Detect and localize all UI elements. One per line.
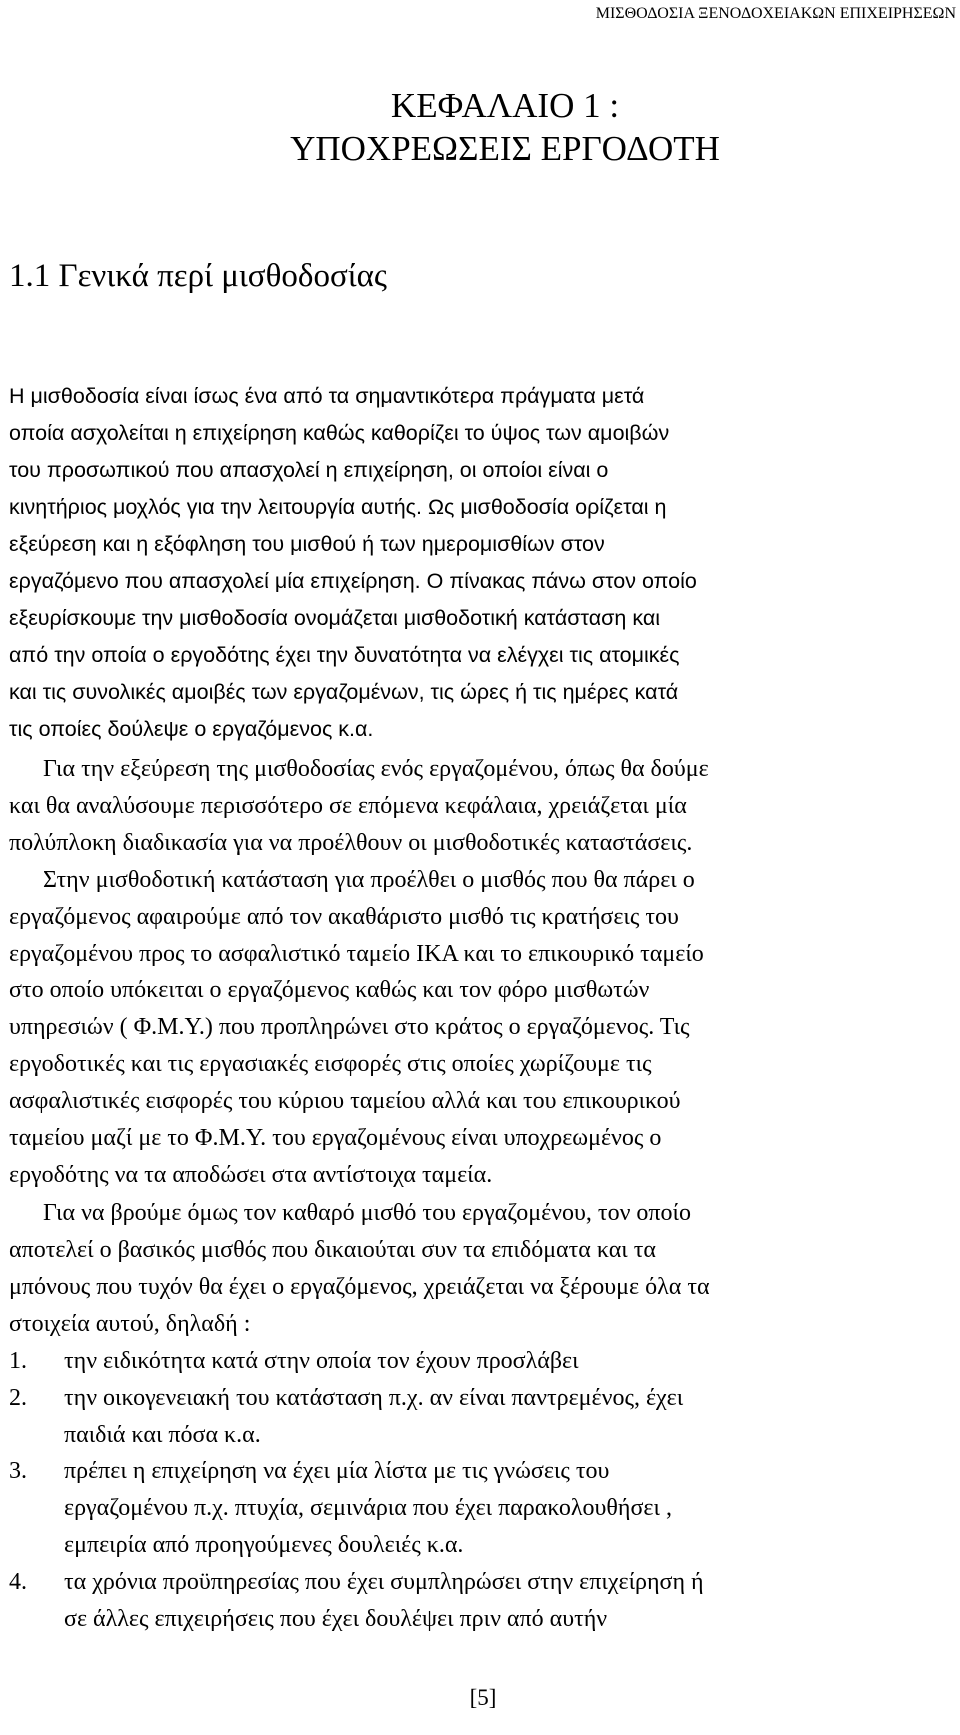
text-line: στοιχεία αυτού, δηλαδή : [9, 1310, 251, 1337]
text-line: πολύπλοκη διαδικασία για να προέλθουν οι μισθοδοτικές καταστάσεις. [9, 829, 693, 856]
text-line: εργαζόμενος αφαιρούμε από τον ακαθάριστο μισθό τις κρατήσεις του [9, 903, 679, 930]
text-line: εργαζόμενο που απασχολεί μία επιχείρηση. Ο πίνακας πάνω στον οποίο [9, 569, 697, 593]
text-line: του προσωπικού που απασχολεί η επιχείρηση, οι οποίοι είναι ο [9, 458, 609, 482]
text-line: και θα αναλύσουμε περισσότερο σε επόμενα κεφάλαια, χρειάζεται μία [9, 792, 687, 819]
numbered-list [9, 1343, 944, 1637]
list-item [9, 1380, 944, 1454]
text-line: την ειδικότητα κατά στην οποία τον έχουν προσλάβει [64, 1348, 579, 1374]
list-item-number: 1. [9, 1348, 27, 1374]
text-line: εργοδοτικές και τις εργασιακές εισφορές στις οποίες χωρίζουμε τις [9, 1051, 652, 1078]
text-line: από την οποία ο εργοδότης έχει την δυνατότητα να ελέγχει τις ατομικές [9, 643, 680, 667]
text-line: ταμείου μαζί με το Φ.Μ.Υ. του εργαζομένους είναι υποχρεωμένος ο [9, 1125, 662, 1152]
text-line: ασφαλιστικές εισφορές του κύριου ταμείου αλλά και του επικουρικού [9, 1088, 681, 1115]
text-line: εργαζομένου π.χ. πτυχία, σεμινάρια που έχει παρακολουθήσει , [64, 1495, 672, 1522]
list-item-number: 3. [9, 1458, 27, 1485]
text-line: τα χρόνια προϋπηρεσίας που έχει συμπληρώσει στην επιχείρηση ή [64, 1568, 704, 1595]
text-line: εμπειρία από προηγούμενες δουλειές κ.α. [64, 1531, 464, 1558]
text-line: τις οποίες δούλεψε ο εργαζόμενος κ.α. [9, 717, 374, 741]
chapter-title: ΥΠΟΧΡΕΩΣΕΙΣ ΕΡΓΟΔΟΤΗ [290, 129, 720, 168]
list-item [9, 1343, 944, 1380]
text-line: εξεύρεση και η εξόφληση του μισθού ή των ημερομισθίων στον [9, 532, 605, 556]
list-item [9, 1564, 944, 1638]
list-item-number: 4. [9, 1568, 27, 1595]
paragraph-calculation [9, 751, 944, 1194]
text-line: αποτελεί ο βασικός μισθός που δικαιούται συν τα επιδόματα και τα [9, 1236, 656, 1263]
text-line: Η μισθοδοσία είναι ίσως ένα από τα σημαντικότερα πράγματα μετά [9, 384, 645, 408]
paragraph-net-salary [9, 1195, 944, 1343]
text-line: οποία ασχολείται η επιχείρηση καθώς καθορίζει το ύψος των αμοιβών [9, 421, 670, 445]
text-line: στο οποίο υπόκειται ο εργαζόμενος καθώς και τον φόρο μισθωτών [9, 977, 650, 1004]
list-item [9, 1453, 944, 1563]
text-line: Για να βρούμε όμως τον καθαρό μισθό του εργαζομένου, τον οποίο [43, 1200, 691, 1226]
paragraph-intro [9, 378, 909, 748]
running-header: ΜΙΣΘΟΔΟΣΙΑ ΞΕΝΟΔΟΧΕΙΑΚΩΝ ΕΠΙΧΕΙΡΗΣΕΩΝ [595, 5, 956, 22]
list-item-number: 2. [9, 1384, 27, 1411]
chapter-heading [0, 84, 960, 170]
page-number-text: [5] [469, 1685, 497, 1710]
text-line: την οικογενειακή του κατάσταση π.χ. αν είναι παντρεμένος, έχει [64, 1384, 684, 1411]
text-line: παιδιά και πόσα κ.α. [64, 1421, 261, 1448]
text-line: κινητήριος μοχλός για την λειτουργία αυτής. Ως μισθοδοσία ορίζεται η [9, 495, 667, 519]
text-line: και τις συνολικές αμοιβές των εργαζομένων, τις ώρες ή τις ημέρες κατά [9, 680, 679, 704]
text-line: Στην μισθοδοτική κατάσταση για προέλθει ο μισθός που θα πάρει ο [43, 866, 695, 893]
page-number [0, 1684, 960, 1712]
text-line: υπηρεσιών ( Φ.Μ.Υ.) που προπληρώνει στο κράτος ο εργαζόμενος. Τις [9, 1014, 690, 1041]
text-line: πρέπει η επιχείρηση να έχει μία λίστα με τις γνώσεις του [64, 1458, 610, 1485]
text-line: Για την εξεύρεση της μισθοδοσίας ενός εργαζομένου, όπως θα δούμε [43, 756, 709, 782]
text-line: εργοδότης να τα αποδώσει στα αντίστοιχα ταμεία. [9, 1161, 493, 1188]
chapter-number: ΚΕΦΑΛΑΙΟ 1 : [390, 86, 620, 125]
section-title: 1.1 Γενικά περί μισθοδοσίας [9, 258, 387, 294]
text-line: εξευρίσκουμε την μισθοδοσία ονομάζεται μισθοδοτική κατάσταση και [9, 606, 661, 630]
text-line: εργαζομένου προς το ασφαλιστικό ταμείο ΙΚΑ και το επικουρικό ταμείο [9, 940, 704, 967]
text-line: σε άλλες επιχειρήσεις που έχει δουλέψει πριν από αυτήν [64, 1605, 608, 1632]
text-line: μπόνους που τυχόν θα έχει ο εργαζόμενος, χρειάζεται να ξέρουμε όλα τα [9, 1273, 710, 1300]
